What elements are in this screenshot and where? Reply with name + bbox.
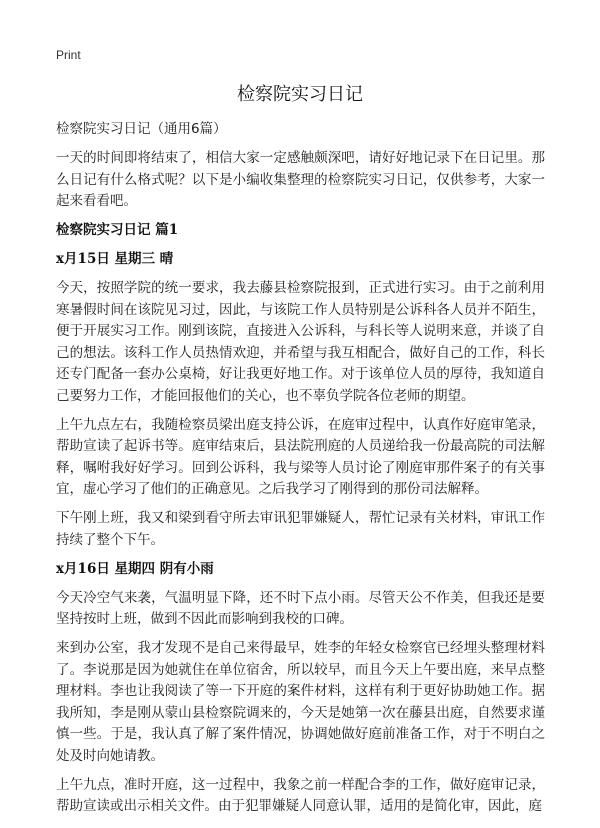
- entry-paragraph: 上午九点左右，我随检察员梁出庭支持公诉，在庭审过程中，认真作好庭审笔录，帮助宣读了起诉书等。庭审结束后，县法院刑庭的人员递给我一份最高院的司法解释，嘱咐我好好学习。回到公诉科，我与梁等人员讨论了刚庭审那件案子的有关事宜，虚心学习了他们的正确意见。之后我学习了刚得到的那份司法解释。: [56, 416, 545, 497]
- entry-paragraph: 今天，按照学院的统一要求，我去藤县检察院报到，正式进行实习。由于之前利用寒暑假时间在该院见习过，因此，与该院工作人员特别是公诉科各人员并不陌生，便于开展实习工作。刚到该院，直接进入公诉科，与科长等人说明来意，并谈了自己的想法。该科工作人员热情欢迎，并希望与我互相配合，做好自己的工作，科长还专门配备一套办公桌椅，好让我更好地工作。对于该单位人员的厚待，我知道自己要努力工作，才能回报他们的关心，也不辜负学院各位老师的期望。: [56, 280, 545, 404]
- print-link[interactable]: Print: [56, 48, 81, 62]
- document-subtitle: 检察院实习日记（通用6篇）: [56, 121, 227, 137]
- document-body: [56, 119, 545, 825]
- section-heading: 检察院实习日记 篇1: [56, 222, 179, 238]
- page-title: 检察院实习日记: [237, 84, 363, 105]
- entry-paragraph: 来到办公室，我才发现不是自己来得最早，姓李的年轻女检察官已经埋头整理材料了。李说那是因为她就住在单位宿舍，所以较早，而且今天上午要出庭，来早点整理材料。李也让我阅读了等一下开庭的案件材料，这样有利于更好协助她工作。据我所知，李是刚从蒙山县检察院调来的，今天是她第一次在藤县出庭，自然要求谨慎一些。于是，我认真了解了案件情况，协调她做好庭前准备工作，对于不明白之处及时向她请教。: [56, 640, 545, 764]
- entry-paragraph: 下午刚上班，我又和梁到看守所去审讯犯罪嫌疑人，帮忙记录有关材料，审讯工作持续了整个下午。: [56, 510, 545, 548]
- entry-paragraph: 今天冷空气来袭，气温明显下降，还不时下点小雨。尽管天公不作美，但我还是要坚持按时上班，做到不因此而影响到我校的口碑。: [56, 589, 545, 627]
- entry-paragraph: 上午九点，准时开庭，这一过程中，我象之前一样配合李的工作，做好庭审记录，帮助宣读或出示相关文件。由于犯罪嫌疑人同意认罪，适用的是简化审，因此，庭: [56, 776, 545, 814]
- entry-date: x月16日 星期四 阴有小雨: [56, 560, 214, 577]
- entry-date: x月15日 星期三 晴: [56, 251, 174, 267]
- intro-paragraph: 一天的时间即将结束了，相信大家一定感触颇深吧，请好好地记录下在日记里。那么日记有什么格式呢？以下是小编收集整理的检察院实习日记，仅供参考，大家一起来看看吧。: [56, 150, 545, 209]
